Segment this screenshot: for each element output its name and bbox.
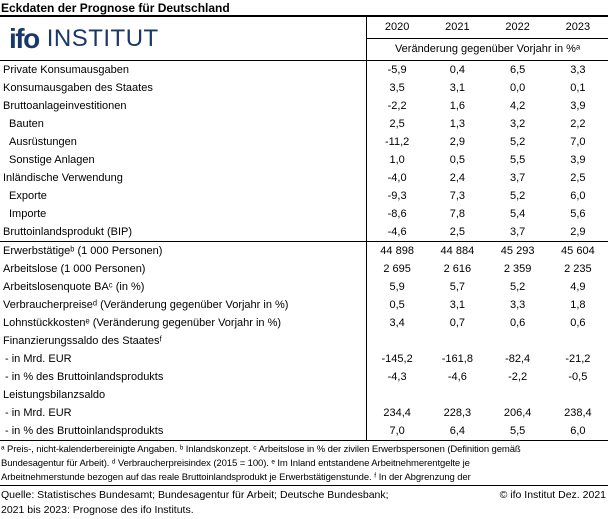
page-title: Eckdaten der Prognose für Deutschland: [0, 0, 608, 17]
table-header: [0, 17, 608, 61]
table-row: [0, 422, 608, 440]
table-row: [0, 278, 608, 296]
cell-2022: 5,5: [509, 425, 526, 437]
cell-2020: -9,3: [387, 190, 407, 202]
year-header-2023: 2023: [565, 21, 591, 33]
cell-2022: 5,2: [509, 281, 526, 293]
ifo-logo-wordmark: INSTITUT: [46, 24, 159, 52]
cell-2023: 6,0: [570, 425, 586, 437]
table-row: [0, 169, 608, 187]
ifo-logo-mark: ifo: [9, 22, 39, 54]
cell-2022: [488, 386, 548, 404]
cell-2020: -4,3: [387, 371, 407, 383]
cell-2022: 3,3: [509, 299, 526, 311]
table-row: [0, 350, 608, 368]
cell-2021: 0,4: [449, 64, 466, 76]
copyright-text: © ifo Institut Dez. 2021: [499, 489, 606, 501]
cell-2021: 2 616: [443, 263, 472, 275]
cell-2023: 3,9: [570, 154, 586, 166]
source-block: [0, 485, 608, 518]
source-text-2: 2021 bis 2023: Prognose des ifo Instituts.: [1, 504, 194, 516]
row-label: - in Mrd. EUR: [0, 350, 367, 368]
cell-2020: -4,0: [387, 172, 407, 184]
footnote-line-2: Bundesagentur für Arbeit). ᵈ Verbraucherpreisindex (2015 = 100). ᵉ Im Inland entstandene Arbeitnehmerentgelte je: [1, 458, 470, 469]
table-row: [0, 151, 608, 169]
cell-2021: 2,9: [449, 136, 466, 148]
row-label: Private Konsumausgaben: [0, 61, 367, 79]
row-label: Inländische Verwendung: [0, 169, 367, 187]
cell-2022: 5,2: [509, 136, 526, 148]
ifo-logo: [0, 17, 367, 60]
cell-2020: [367, 332, 427, 350]
cell-2021: 7,3: [449, 190, 466, 202]
table-row: [0, 187, 608, 205]
cell-2022: 3,7: [509, 172, 526, 184]
cell-2020: 44 898: [380, 245, 414, 257]
cell-2023: 5,6: [570, 208, 586, 220]
row-label: Exporte: [0, 187, 367, 205]
cell-2022: 5,4: [509, 208, 526, 220]
table-row: [0, 332, 608, 350]
header-columns: [367, 17, 608, 60]
row-label: Lohnstückkostenᵉ (Veränderung gegenüber Vorjahr in %): [0, 314, 367, 332]
row-label: Arbeitslosenquote BAᶜ (in %): [0, 278, 367, 296]
cell-2021: 1,6: [449, 100, 466, 112]
footnote-line-3: Arbeitnehmerstunde bezogen auf das reale Bruttoinlandsprodukt je Erwerbstätigenstunde. ᶠ In der Abgrenzung der: [1, 472, 471, 483]
year-header-row: [367, 17, 608, 39]
cell-2021: [427, 332, 487, 350]
cell-2021: 7,8: [449, 208, 466, 220]
table-row: [0, 241, 608, 260]
cell-2020: -11,2: [384, 136, 410, 148]
cell-2023: 2,2: [570, 118, 586, 130]
row-label: Konsumausgaben des Staates: [0, 79, 367, 97]
cell-2021: [427, 386, 487, 404]
cell-2021: 44 884: [440, 245, 475, 257]
cell-2020: -5,9: [387, 64, 407, 76]
footnotes: [0, 441, 608, 485]
cell-2021: 5,7: [449, 281, 466, 293]
row-label: Bruttoinlandsprodukt (BIP): [0, 223, 367, 241]
cell-2023: 0,1: [570, 82, 586, 94]
table-row: [0, 386, 608, 404]
row-label: Sonstige Anlagen: [0, 151, 367, 169]
cell-2020: -8,6: [387, 208, 407, 220]
cell-2022: -82,4: [505, 353, 531, 365]
cell-2020: -2,2: [387, 100, 407, 112]
table-row: [0, 296, 608, 314]
table-row: [0, 205, 608, 223]
cell-2022: 0,0: [509, 82, 526, 94]
cell-2021: 2,5: [449, 226, 466, 238]
cell-2023: 3,9: [570, 100, 586, 112]
table-row: [0, 368, 608, 386]
row-label: Finanzierungssaldo des Staatesᶠ: [0, 332, 367, 350]
table-row: [0, 79, 608, 97]
cell-2022: 3,7: [509, 226, 526, 238]
table-body: [0, 61, 608, 441]
cell-2023: 45 604: [561, 245, 595, 257]
table-row: [0, 260, 608, 278]
row-label: Erwerbstätigeᵇ (1 000 Personen): [0, 242, 367, 260]
cell-2023: 2,9: [570, 226, 586, 238]
cell-2022: 0,6: [509, 317, 526, 329]
cell-2020: 2 695: [383, 263, 411, 275]
cell-2023: 4,9: [570, 281, 586, 293]
footnote-line-1: ᵃ Preis-, nicht-kalenderbereinigte Angaben. ᵇ Inlandskonzept. ᶜ Arbeitslose in % der zivilen Erwerbspersonen (Definition gemäß: [1, 444, 521, 455]
cell-2021: -4,6: [447, 371, 467, 383]
table-row: [0, 133, 608, 151]
year-header-2022: 2022: [505, 21, 530, 33]
cell-2023: -21,2: [565, 353, 591, 365]
cell-2021: 0,7: [449, 317, 466, 329]
cell-2022: 3,2: [509, 118, 526, 130]
data-table: [0, 17, 608, 441]
cell-2022: 45 293: [500, 245, 535, 257]
row-label: Ausrüstungen: [0, 133, 367, 151]
cell-2021: 0,5: [449, 154, 466, 166]
row-label: Leistungsbilanzsaldo: [0, 386, 367, 404]
unit-header: Veränderung gegenüber Vorjahr in %ᵃ: [394, 43, 581, 55]
source-row: [1, 488, 606, 503]
cell-2023: 7,0: [570, 136, 586, 148]
cell-2023: 2,5: [570, 172, 586, 184]
cell-2022: 4,2: [509, 100, 526, 112]
cell-2020: 3,4: [389, 317, 405, 329]
cell-2022: 2 359: [503, 263, 532, 275]
cell-2020: 0,5: [389, 299, 405, 311]
table-row: [0, 314, 608, 332]
cell-2023: 238,4: [564, 407, 592, 419]
cell-2021: 6,4: [449, 425, 466, 437]
cell-2020: 5,9: [389, 281, 405, 293]
cell-2023: 3,3: [570, 64, 586, 76]
cell-2023: [548, 386, 608, 404]
cell-2020: 7,0: [389, 425, 405, 437]
cell-2020: 2,5: [389, 118, 405, 130]
cell-2020: -4,6: [387, 226, 407, 238]
cell-2023: 6,0: [570, 190, 586, 202]
cell-2023: -0,5: [568, 371, 588, 383]
cell-2023: 1,8: [570, 299, 586, 311]
table-row: [0, 115, 608, 133]
cell-2023: 0,6: [570, 317, 586, 329]
table-row: [0, 223, 608, 241]
cell-2020: [367, 386, 427, 404]
row-label: - in % des Bruttoinlandsprodukts: [0, 368, 367, 386]
cell-2023: 2 235: [564, 263, 592, 275]
row-label: Importe: [0, 205, 367, 223]
cell-2021: -161,8: [441, 353, 473, 365]
cell-2021: 228,3: [443, 407, 472, 419]
cell-2020: -145,2: [381, 353, 413, 365]
row-label: Arbeitslose (1 000 Personen): [0, 260, 367, 278]
cell-2022: 5,2: [509, 190, 526, 202]
table-row: [0, 404, 608, 422]
cell-2021: 3,1: [449, 299, 466, 311]
table-row: [0, 61, 608, 79]
cell-2020: 1,0: [389, 154, 405, 166]
cell-2023: [548, 332, 608, 350]
row-label: - in % des Bruttoinlandsprodukts: [0, 422, 367, 440]
row-label: Bauten: [0, 115, 367, 133]
cell-2022: [488, 332, 548, 350]
table-row: [0, 97, 608, 115]
cell-2021: 3,1: [449, 82, 466, 94]
cell-2022: 206,4: [503, 407, 532, 419]
cell-2022: 6,5: [509, 64, 526, 76]
cell-2022: 5,5: [509, 154, 526, 166]
cell-2021: 2,4: [449, 172, 466, 184]
cell-2020: 3,5: [389, 82, 405, 94]
cell-2020: 234,4: [383, 407, 411, 419]
cell-2021: 1,3: [449, 118, 466, 130]
row-label: - in Mrd. EUR: [0, 404, 367, 422]
row-label: Bruttoanlageinvestitionen: [0, 97, 367, 115]
source-text: Quelle: Statistisches Bundesamt; Bundesagentur für Arbeit; Deutsche Bundesbank;: [1, 489, 389, 501]
cell-2022: -2,2: [508, 371, 528, 383]
year-header-2020: 2020: [384, 21, 410, 33]
row-label: Verbraucherpreiseᵈ (Veränderung gegenüber Vorjahr in %): [0, 296, 367, 314]
year-header-2021: 2021: [445, 21, 470, 33]
